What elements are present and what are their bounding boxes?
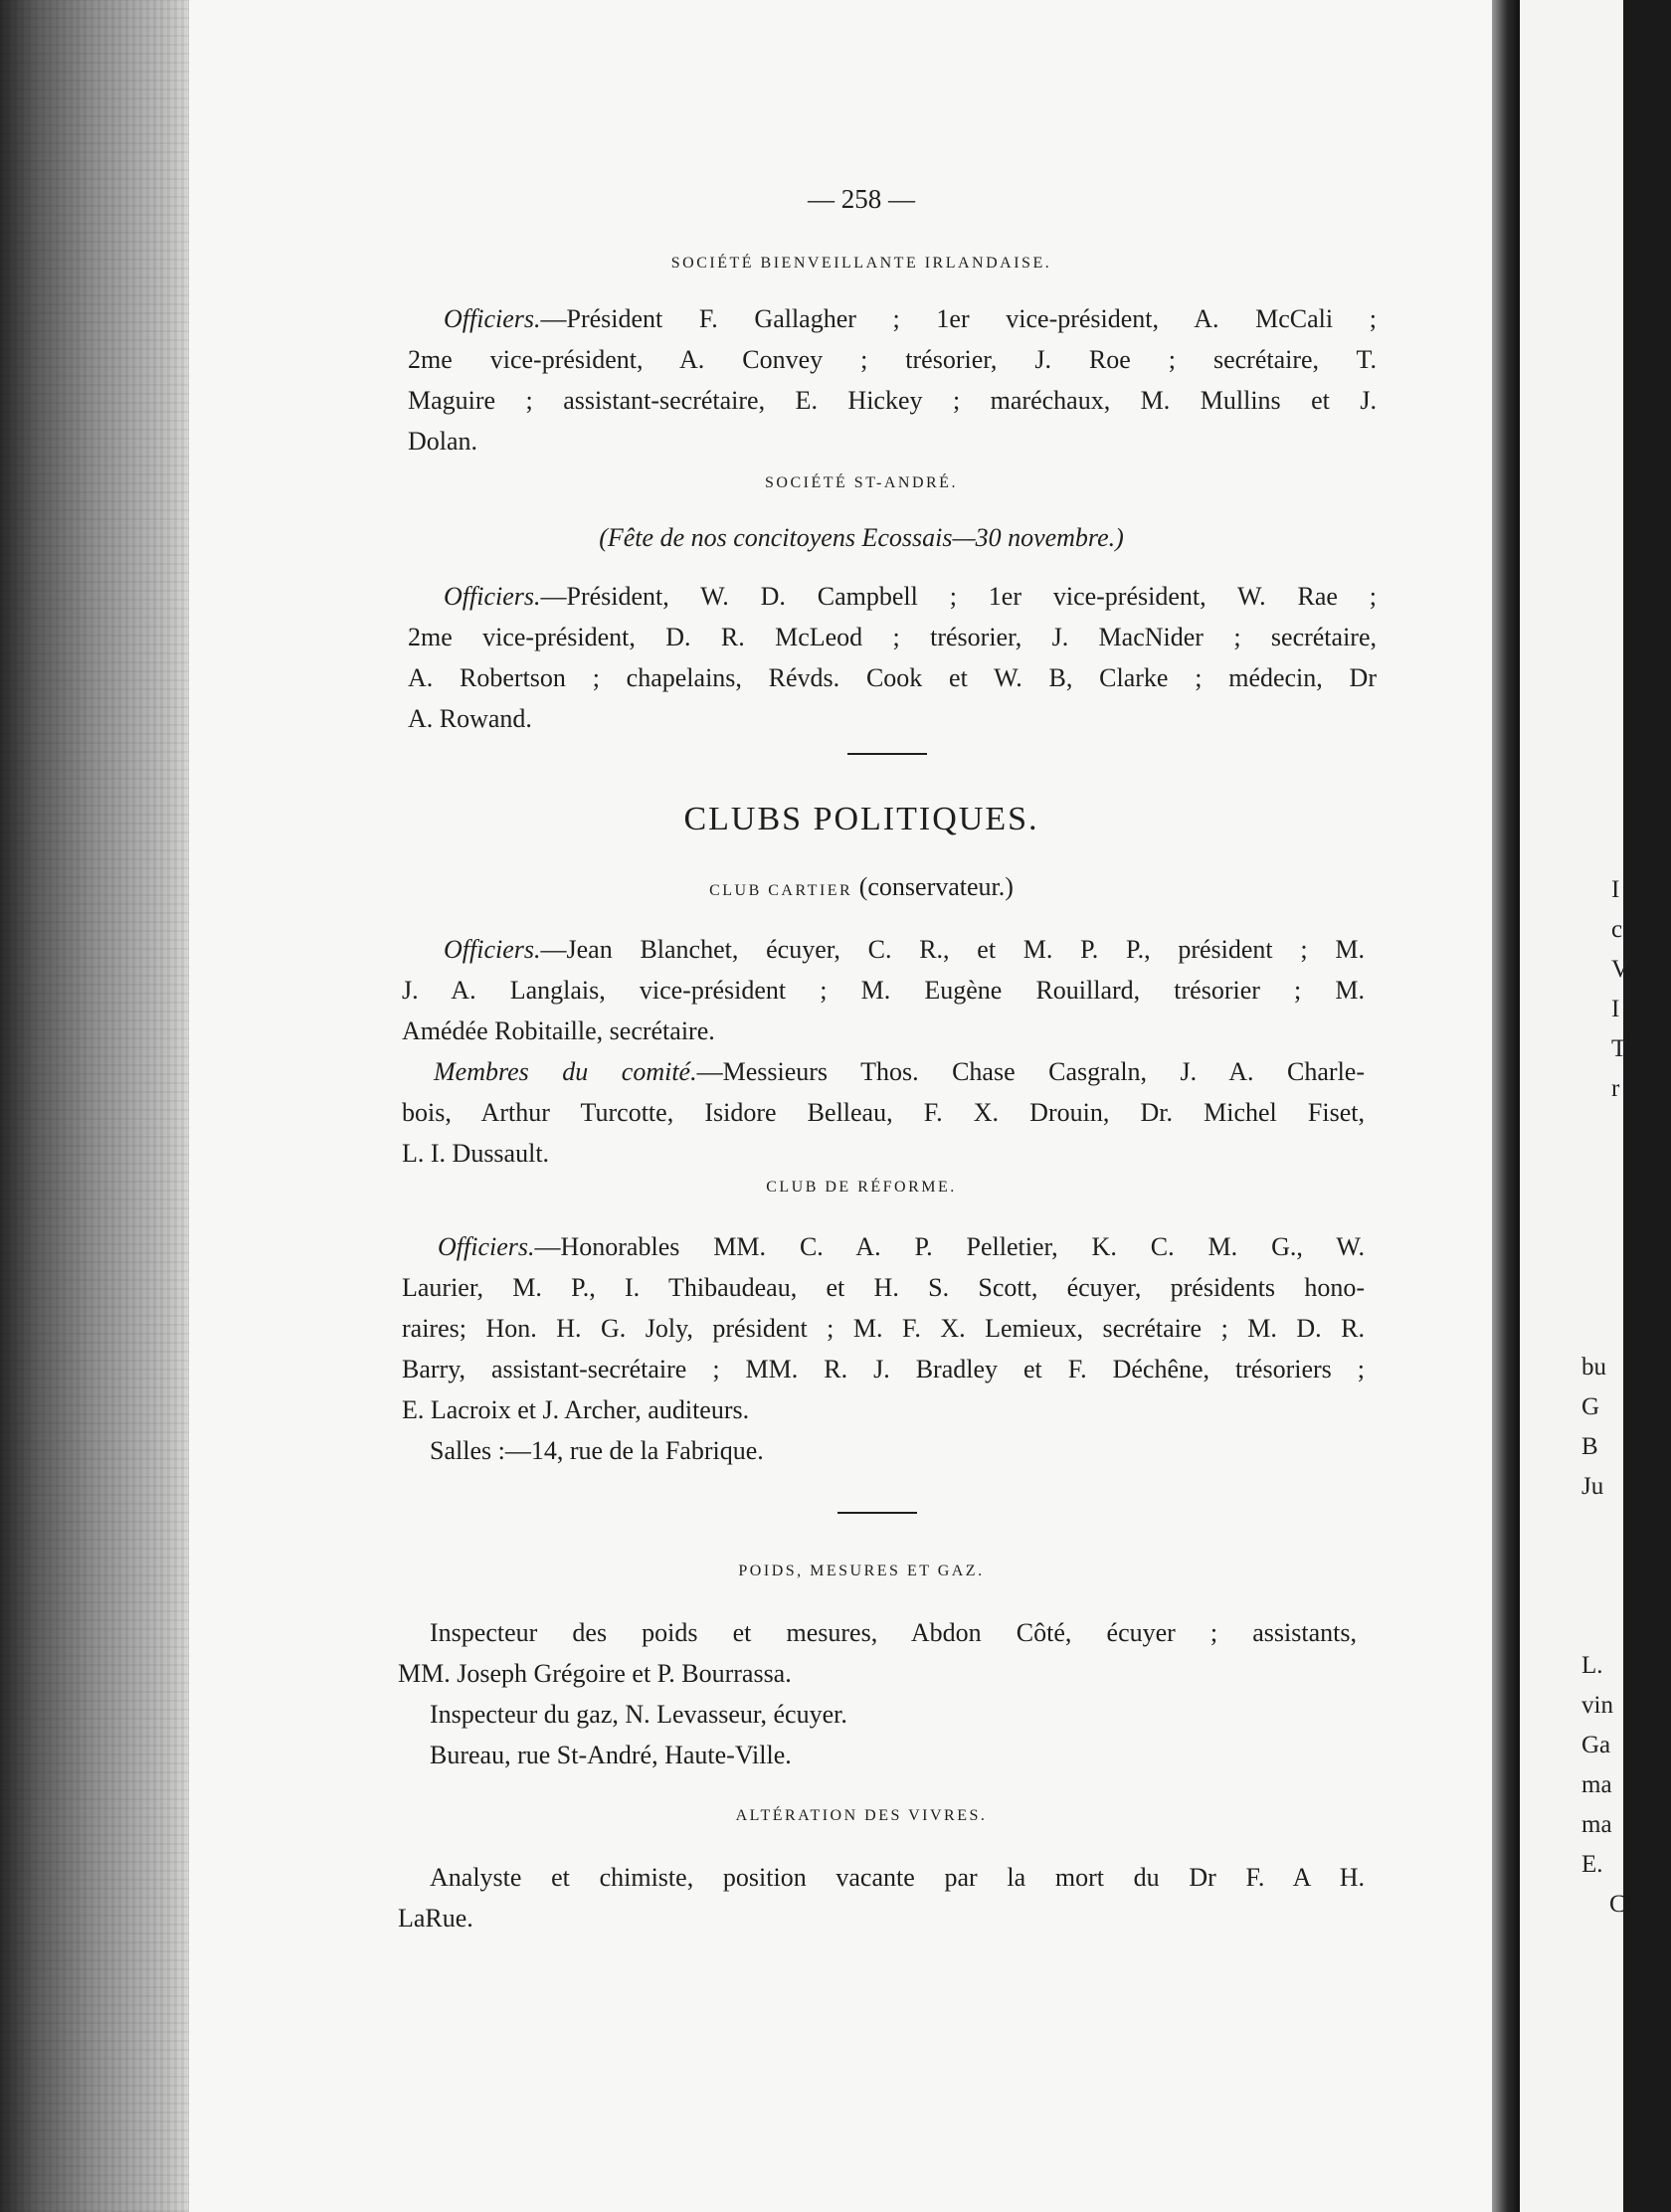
text-line: Salles :—14, rue de la Fabrique. xyxy=(430,1436,764,1465)
section-title-cartier: CLUB CARTIER (conservateur.) xyxy=(709,872,1014,901)
facing-fragment: T xyxy=(1611,1035,1627,1062)
text-line: A. Robertson ; chapelains, Révds. Cook et W. B, Clarke ; médecin, Dr xyxy=(408,663,1377,692)
facing-fragment: L. xyxy=(1581,1652,1603,1679)
text-line: raires; Hon. H. G. Joly, président ; M. F. X. Lemieux, secrétaire ; M. D. R. xyxy=(402,1314,1365,1343)
text-line: LaRue. xyxy=(398,1904,473,1933)
facing-fragment: bu xyxy=(1581,1354,1606,1381)
book-spine xyxy=(1492,0,1520,2212)
text-line: Maguire ; assistant-secrétaire, E. Hickey ; maréchaux, M. Mullins et J. xyxy=(408,386,1377,415)
text-line: Officiers.—Président, W. D. Campbell ; 1er vice-président, W. Rae ; xyxy=(444,582,1377,611)
page-number: — 258 — xyxy=(808,184,915,214)
facing-fragment: r xyxy=(1611,1075,1620,1102)
text-line: Laurier, M. P., I. Thibaudeau, et H. S. Scott, écuyer, présidents hono- xyxy=(402,1273,1365,1302)
facing-fragment: G xyxy=(1581,1393,1600,1420)
facing-fragment: vin xyxy=(1581,1692,1613,1719)
text-line: J. A. Langlais, vice-président ; M. Eugène Rouillard, trésorier ; M. xyxy=(402,976,1365,1005)
facing-fragment: B xyxy=(1581,1433,1598,1460)
chapter-title-clubs: CLUBS POLITIQUES. xyxy=(683,801,1039,837)
facing-fragment: V xyxy=(1611,956,1630,983)
section-title-alteration: ALTÉRATION DES VIVRES. xyxy=(735,1807,988,1824)
facing-page xyxy=(1520,0,1623,2212)
section-divider xyxy=(837,1512,917,1514)
section-divider xyxy=(847,753,927,755)
facing-fragment: ma xyxy=(1581,1811,1612,1838)
text-line: Officiers.—Jean Blanchet, écuyer, C. R., et M. P. P., président ; M. xyxy=(444,935,1365,964)
text-line: Inspecteur du gaz, N. Levasseur, écuyer. xyxy=(430,1700,847,1729)
text-line: Dolan. xyxy=(408,427,478,456)
text-line: 2me vice-président, A. Convey ; trésorier, J. Roe ; secrétaire, T. xyxy=(408,345,1377,374)
text-line: MM. Joseph Grégoire et P. Bourrassa. xyxy=(398,1659,792,1688)
facing-fragment: I xyxy=(1611,996,1620,1022)
facing-fragment: Ga xyxy=(1581,1732,1611,1758)
text-line: Membres du comité.—Messieurs Thos. Chase Casgraln, J. A. Charle- xyxy=(434,1057,1365,1086)
text-line: A. Rowand. xyxy=(408,704,532,733)
text-line: Inspecteur des poids et mesures, Abdon Côté, écuyer ; assistants, xyxy=(430,1618,1357,1647)
text-line: Officiers.—Président F. Gallagher ; 1er vice-président, A. McCali ; xyxy=(444,304,1377,333)
section-subtitle-standre: (Fête de nos concitoyens Ecossais—30 novembre.) xyxy=(599,523,1124,552)
facing-fragment: ma xyxy=(1581,1771,1612,1798)
text-line: E. Lacroix et J. Archer, auditeurs. xyxy=(402,1395,750,1424)
text-line: Officiers.—Honorables MM. C. A. P. Pelletier, K. C. M. G., W. xyxy=(438,1232,1365,1261)
section-title-reforme: CLUB DE RÉFORME. xyxy=(766,1179,957,1196)
section-title-standre: SOCIÉTÉ ST-ANDRÉ. xyxy=(765,474,958,491)
text-line: 2me vice-président, D. R. McLeod ; trésorier, J. MacNider ; secrétaire, xyxy=(408,623,1377,651)
facing-fragment: C xyxy=(1609,1891,1626,1918)
facing-fragment: E. xyxy=(1581,1851,1603,1878)
facing-fragment: I xyxy=(1611,876,1620,903)
text-line: Barry, assistant-secrétaire ; MM. R. J. Bradley et F. Déchêne, trésoriers ; xyxy=(402,1355,1365,1383)
text-line: Amédée Robitaille, secrétaire. xyxy=(402,1016,715,1045)
facing-fragment: c xyxy=(1611,916,1623,943)
text-line: bois, Arthur Turcotte, Isidore Belleau, F. X. Drouin, Dr. Michel Fiset, xyxy=(402,1098,1365,1127)
text-line: L. I. Dussault. xyxy=(402,1139,550,1168)
text-line: Bureau, rue St-André, Haute-Ville. xyxy=(430,1741,792,1769)
section-title-irlandaise: SOCIÉTÉ BIENVEILLANTE IRLANDAISE. xyxy=(670,255,1052,272)
page-gutter xyxy=(0,0,189,2212)
text-line: Analyste et chimiste, position vacante par la mort du Dr F. A H. xyxy=(430,1863,1365,1892)
facing-fragment: Ju xyxy=(1581,1473,1604,1500)
section-title-poids: POIDS, MESURES ET GAZ. xyxy=(738,1563,985,1579)
